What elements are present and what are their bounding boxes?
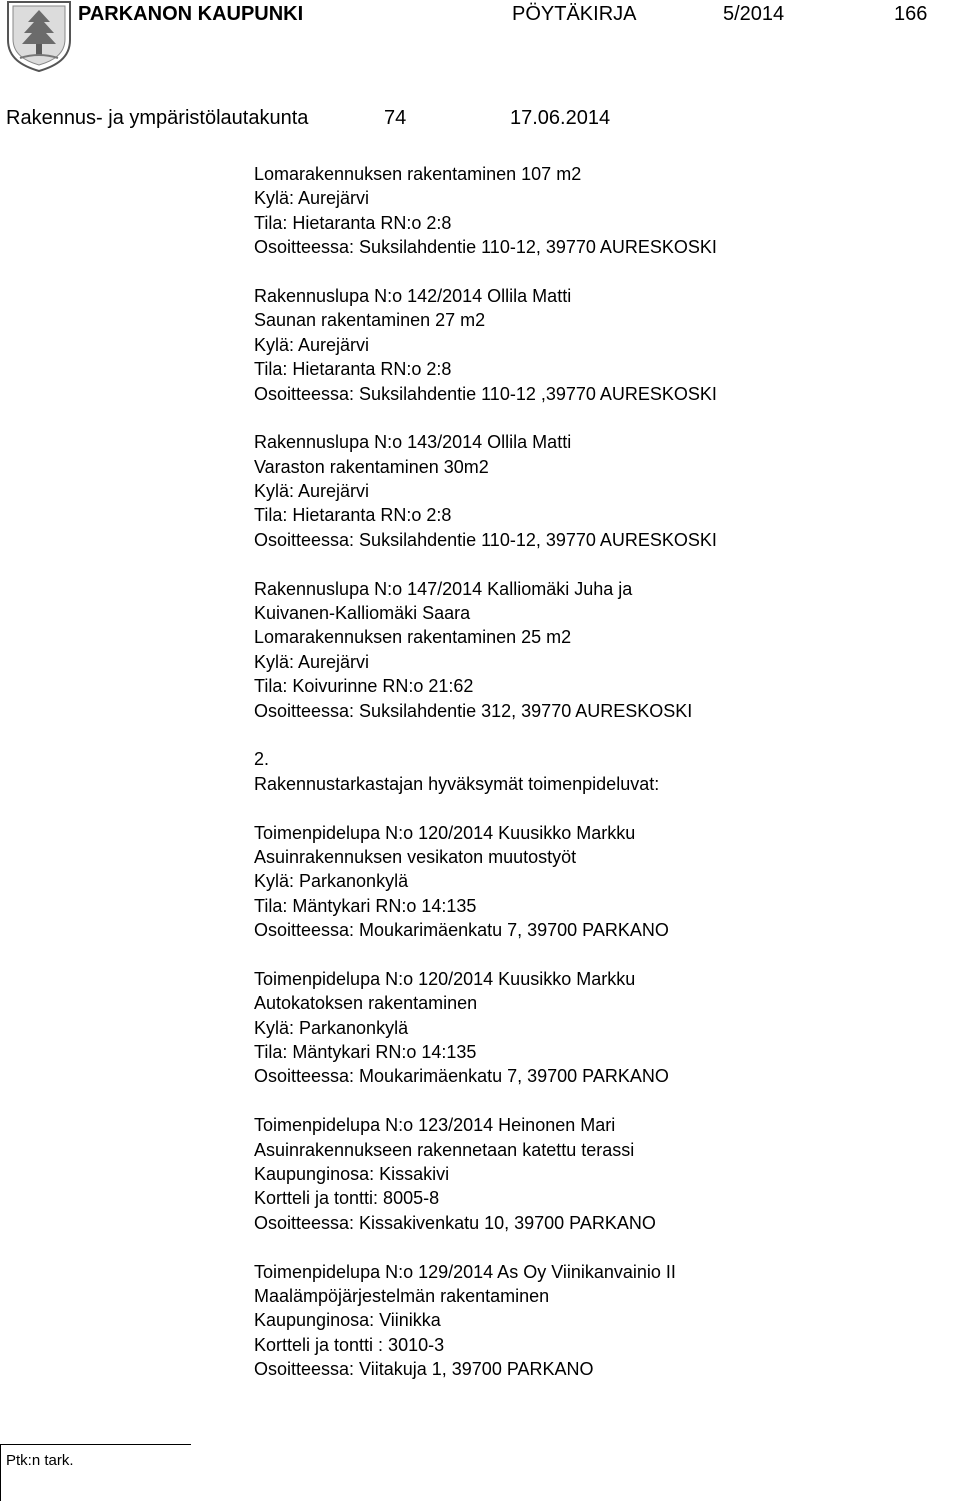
permit-line: Kuivanen-Kalliomäki Saara (254, 603, 471, 624)
block-spacer (254, 943, 954, 967)
permit-line: Kaupunginosa: Viinikka (254, 1310, 441, 1331)
permit-line: Tila: Mäntykari RN:o 14:135 (254, 1042, 477, 1063)
permit-block (254, 967, 954, 1089)
permit-block (254, 747, 954, 796)
permit-line: Rakennuslupa N:o 147/2014 Kalliomäki Juha ja (254, 578, 633, 599)
permit-line: Kylä: Parkanonkylä (254, 871, 409, 892)
footer-divider (0, 1444, 191, 1445)
permit-line: Rakennuslupa N:o 142/2014 Ollila Matti (254, 285, 572, 306)
permit-line: Asuinrakennukseen rakennetaan katettu terassi (254, 1139, 635, 1160)
permit-line: Kylä: Aurejärvi (254, 651, 370, 672)
minutes-checker-label: Ptk:n tark. (6, 1452, 74, 1469)
permit-list (254, 162, 954, 1382)
permit-line: Rakennuslupa N:o 143/2014 Ollila Matti (254, 432, 572, 453)
meeting-date: 17.06.2014 (510, 107, 611, 129)
permit-line: Toimenpidelupa N:o 129/2014 As Oy Viinikanvainio II (254, 1261, 676, 1282)
permit-line: Osoitteessa: Viitakuja 1, 39700 PARKANO (254, 1359, 594, 1380)
board-name: Rakennus- ja ympäristölautakunta (6, 107, 309, 129)
page-number: 166 (894, 3, 928, 25)
permit-line: Kylä: Aurejärvi (254, 481, 370, 502)
permit-line: Toimenpidelupa N:o 120/2014 Kuusikko Markku (254, 968, 636, 989)
permit-line: Osoitteessa: Suksilahdentie 110-12, 39770 AURESKOSKI (254, 529, 717, 550)
city-crest-logo (6, 0, 72, 72)
permit-line: Kortteli ja tontti: 8005-8 (254, 1188, 440, 1209)
permit-block (254, 162, 954, 260)
permit-line: Osoitteessa: Suksilahdentie 110-12 ,39770 AURESKOSKI (254, 383, 717, 404)
permit-line: Asuinrakennuksen vesikaton muutostyöt (254, 846, 577, 867)
permit-block (254, 1113, 954, 1235)
block-spacer (254, 260, 954, 284)
document-type: PÖYTÄKIRJA (512, 3, 637, 25)
block-spacer (254, 1235, 954, 1259)
permit-line: Tila: Hietaranta RN:o 2:8 (254, 359, 452, 380)
permit-line: Toimenpidelupa N:o 120/2014 Kuusikko Markku (254, 822, 636, 843)
permit-line: Osoitteessa: Moukarimäenkatu 7, 39700 PARKANO (254, 1066, 669, 1087)
block-spacer (254, 406, 954, 430)
organization-name: PARKANON KAUPUNKI (78, 3, 304, 25)
permit-line: Saunan rakentaminen 27 m2 (254, 310, 486, 331)
block-spacer (254, 1089, 954, 1113)
block-spacer (254, 796, 954, 820)
permit-line: Rakennustarkastajan hyväksymät toimenpideluvat: (254, 773, 660, 794)
permit-line: Tila: Koivurinne RN:o 21:62 (254, 676, 474, 697)
permit-line: Autokatoksen rakentaminen (254, 993, 478, 1014)
permit-line: Varaston rakentaminen 30m2 (254, 456, 489, 477)
permit-line: Osoitteessa: Moukarimäenkatu 7, 39700 PARKANO (254, 920, 669, 941)
permit-line: Osoitteessa: Suksilahdentie 312, 39770 AURESKOSKI (254, 700, 693, 721)
block-spacer (254, 552, 954, 576)
permit-line: Tila: Hietaranta RN:o 2:8 (254, 212, 452, 233)
permit-line: Osoitteessa: Suksilahdentie 110-12, 39770 AURESKOSKI (254, 237, 717, 258)
permit-line: Maalämpöjärjestelmän rakentaminen (254, 1285, 550, 1306)
permit-block (254, 1260, 954, 1382)
permit-line: 2. (254, 749, 270, 770)
permit-line: Lomarakennuksen rakentaminen 107 m2 (254, 164, 582, 184)
permit-line: Kortteli ja tontti : 3010-3 (254, 1334, 445, 1355)
permit-line: Tila: Mäntykari RN:o 14:135 (254, 895, 477, 916)
permit-line: Kaupunginosa: Kissakivi (254, 1164, 450, 1185)
permit-line: Tila: Hietaranta RN:o 2:8 (254, 505, 452, 526)
permit-line: Osoitteessa: Kissakivenkatu 10, 39700 PARKANO (254, 1212, 656, 1233)
permit-line: Lomarakennuksen rakentaminen 25 m2 (254, 627, 572, 648)
footer-box-edge (0, 1444, 1, 1501)
permit-line: Toimenpidelupa N:o 123/2014 Heinonen Mari (254, 1115, 616, 1136)
block-spacer (254, 723, 954, 747)
document-number: 5/2014 (723, 3, 785, 25)
permit-block (254, 821, 954, 943)
permit-line: Kylä: Aurejärvi (254, 334, 370, 355)
permit-block (254, 577, 954, 723)
permit-block (254, 430, 954, 552)
permit-line: Kylä: Parkanonkylä (254, 1017, 409, 1038)
permit-line: Kylä: Aurejärvi (254, 188, 370, 209)
permit-block (254, 284, 954, 406)
section-number: 74 (384, 107, 407, 129)
